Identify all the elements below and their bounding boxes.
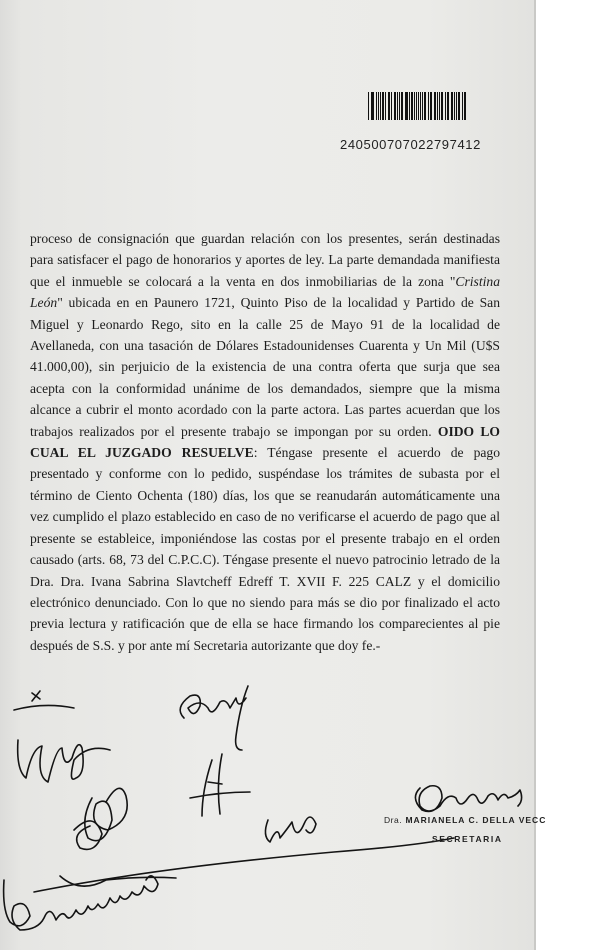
text-line: para satisfacer el pago de honorarios y aportes de ley. La parte demandada manifiesta [30,252,500,268]
text-line: CUAL EL JUZGADO RESUELVE: Téngase presente el acuerdo de pago [30,445,500,461]
barcode-bar [420,92,421,120]
text-line: causado (arts. 68, 73 del C.P.C.C). Téngase presente el nuevo patrocinio letrado de la [30,552,500,568]
text-line: 41.000,00), sin perjuicio de la existencia de una contra oferta que surja que sea [30,359,500,375]
secretary-stamp-title: SECRETARIA [432,834,503,844]
barcode [368,92,468,120]
text-line: Dra. Dra. Ivana Sabrina Slavtcheff Edreff T. XVII F. 225 CALZ y el domicilio [30,573,500,589]
barcode-bar [414,92,415,120]
barcode-bar [430,92,431,120]
text-line: trabajos realizados por el presente trabajo se impongan por su orden. OIDO LO [30,423,500,439]
text-line: vez cumplido el plazo establecido en caso de no verificarse el acuerdo de pago que al [30,509,500,525]
barcode-bar [435,92,436,120]
text-line: presentado y conforme con lo pedido, suspéndase los trámites de subasta por el [30,466,500,482]
barcode-bar [406,92,407,120]
resolution-text [30,228,500,656]
barcode-bar [373,92,374,120]
barcode-bar [454,92,455,120]
stamp-prefix: Dra. [384,815,403,825]
barcode-bar [389,92,390,120]
barcode-bar [441,92,442,120]
text-line: término de Ciento Ochenta (180) días, los que se reanudarán automáticamente una [30,487,500,503]
text-line: Miguel y Leonardo Rego, sito en la calle 25 de Mayo 91 de la localidad de [30,316,500,332]
barcode-bar [402,92,403,120]
barcode-bar [376,92,377,120]
secretary-stamp-name [384,815,546,825]
barcode-bar [401,92,402,120]
text-line: León" ubicada en en Paunero 1721, Quinto Piso de la localidad y Partido de San [30,295,500,311]
barcode-bar [456,92,457,120]
stamp-name: MARIANELA C. DELLA VECC [405,815,547,825]
text-line: electrónico denunciado. Con lo que no siendo para más se dio por finalizado el acto [30,594,500,610]
page-edge [534,0,536,950]
text-line: acepta con la conformidad unánime de los demandados, siempre que la misma [30,380,500,396]
barcode-bar [383,92,384,120]
barcode-number: 240500707022797412 [340,137,481,152]
barcode-bar [448,92,449,120]
text-line: previa lectura y ratificación que de ella se hace firmando los comparecientes al pie [30,616,500,632]
barcode-bar [442,92,443,120]
text-line: Avellaneda, con una tasación de Dólares Estadounidenses Cuarenta y Un Mil (U$S [30,338,500,354]
barcode-bar [385,92,386,120]
text-line: después de S.S. y por ante mí Secretaria autorizante que doy fe.- [30,637,381,653]
text-line: alcance a cubrir el monto acordado con la parte actora. Las partes acuerdan que los [30,402,500,418]
barcode-bar [462,92,463,120]
text-line: que el inmueble se colocará a la venta en dos inmobiliarias de la zona "Cristina [30,273,500,289]
barcode-bar [418,92,419,120]
barcode-bar [465,92,466,120]
barcode-bar [368,92,369,120]
barcode-bar [395,92,396,120]
text-line: proceso de consignación que guardan relación con los presentes, serán destinadas [30,231,500,246]
barcode-bar [425,92,426,120]
text-line: presente se estableice, imponiéndose las costas por el presente trabajo en el orden [30,530,500,546]
